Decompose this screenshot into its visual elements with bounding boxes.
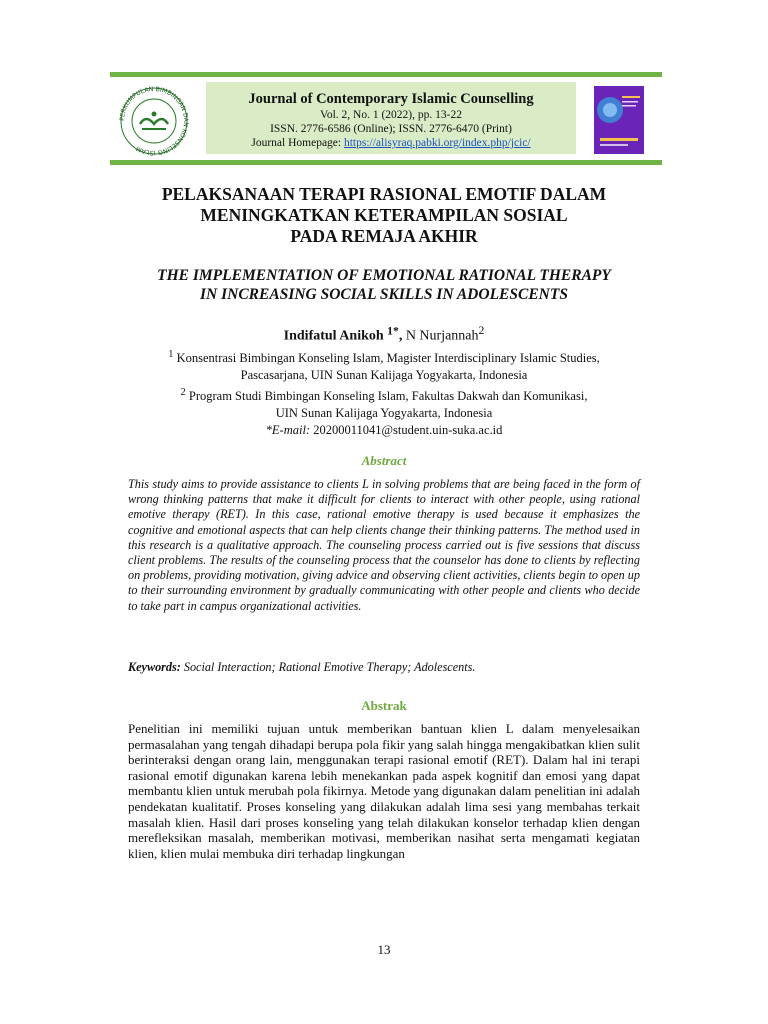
abstract-english-body: This study aims to provide assistance to clients L in solving problems that are being faced in the form of wrong thinking patterns that make it difficult for clients to interact with other people, using rational emotive therapy (RET). In this case, rational emotive therapy is used because it emphasizes the cognitive and emotional aspects that can help clients change their thinking patterns. The method used in this research is a qualitative approach. The counseling process carried out is five sessions that discuss client problems. The results of the counseling process that the counselor has done to clients by reflecting on problems, providing motivation, giving advice and observing client activities, clients begin to open up to their surrounding environment by gradually communicating with other people and clients who decide to take part in campus organizational activities. bbox=[128, 477, 640, 613]
abstract-indonesian-body: Penelitian ini memiliki tujuan untuk memberikan bantuan klien L dalam menyelesaikan permasalahan yang tengah dihadapi berupa pola fikir yang salah hingga mengakibatkan klien sulit berinteraksi dengan orang lain, menggunakan terapi rasional emotif (RET). Dalam hal ini terapi rasional emotif digunakan karena lebih menekankan pada aspek kognitif dan emosi yang dapat membantu klien untuk merubah pola fikirnya. Metode yang digunakan dalam penelitian ini adalah pendekatan kualitatif. Proses konseling yang dilakukan adalah lima sesi yang membahas terkait masalah klien. Hasil dari proses konseling yang telah dilakukan konselor terhadap klien dengan merefleksikan masalah, memberikan motivasi, memberikan nasihat serta mengamati kegiatan klien, klien mulai membuka diri terhadap lingkungan bbox=[128, 721, 640, 861]
author-name: N Nurjannah bbox=[405, 328, 479, 344]
author-superscript: 1* bbox=[387, 324, 399, 337]
title-id-line: PELAKSANAAN TERAPI RASIONAL EMOTIF DALAM bbox=[161, 184, 607, 204]
affiliation-superscript: 2 bbox=[180, 387, 186, 399]
title-id-line: PADA REMAJA AKHIR bbox=[290, 226, 478, 246]
affiliation-line: Pascasarjana, UIN Sunan Kalijaga Yogyakarta, Indonesia bbox=[240, 368, 528, 383]
article-title-indonesian bbox=[100, 184, 668, 247]
author-separator: , bbox=[398, 328, 406, 344]
header-top-rule bbox=[110, 72, 662, 77]
journal-title: Journal of Contemporary Islamic Counselling bbox=[248, 91, 534, 107]
title-en-line: THE IMPLEMENTATION OF EMOTIONAL RATIONAL THERAPY bbox=[157, 267, 611, 284]
page-number: 13 bbox=[377, 942, 391, 957]
abstrak-heading: Abstrak bbox=[361, 698, 407, 713]
affiliation-superscript: 1 bbox=[168, 349, 174, 360]
keywords-text: Social Interaction; Rational Emotive Therapy; Adolescents. bbox=[180, 660, 476, 674]
affiliation-line: $^1$ Konsentrasi Bimbingan Konseling Islam, Magister Interdisciplinary Islamic Studies, bbox=[168, 349, 600, 366]
header-bottom-rule bbox=[110, 160, 662, 165]
association-logo bbox=[116, 86, 192, 156]
author-list bbox=[100, 322, 668, 346]
volume-info: Vol. 2, No. 1 (2022), pp. 13-22 bbox=[320, 109, 462, 121]
email-line bbox=[100, 422, 668, 439]
article-title-english bbox=[100, 266, 668, 304]
keywords-label: Keywords: bbox=[128, 660, 181, 674]
title-en-line: IN INCREASING SOCIAL SKILLS IN ADOLESCENTS bbox=[200, 286, 568, 303]
issn-info: ISSN. 2776-6586 (Online); ISSN. 2776-6470 (Print) bbox=[270, 123, 512, 135]
journal-header bbox=[206, 82, 576, 154]
author-superscript: 2 bbox=[478, 324, 485, 337]
affiliation-line: UIN Sunan Kalijaga Yogyakarta, Indonesia bbox=[275, 406, 493, 421]
author-name: Indifatul Anikoh bbox=[283, 328, 384, 344]
affiliations bbox=[100, 346, 668, 439]
journal-cover-thumbnail bbox=[594, 86, 644, 154]
abstract-heading: Abstract bbox=[361, 453, 407, 468]
keywords-line bbox=[128, 660, 640, 675]
email-label: *E-mail: bbox=[265, 423, 314, 438]
homepage-label: Journal Homepage: bbox=[251, 137, 344, 149]
title-id-line: MENINGKATKAN KETERAMPILAN SOSIAL bbox=[200, 205, 568, 225]
homepage-link[interactable]: https://alisyraq.pabki.org/index.php/jcic/ bbox=[343, 137, 531, 149]
email-address: 20200011041@student.uin-suka.ac.id bbox=[313, 423, 503, 438]
homepage-line bbox=[206, 136, 576, 150]
svg-text:PERKUMPULAN BIMBINGAN DAN KONS: PERKUMPULAN BIMBINGAN DAN KONSELING ISLAM bbox=[118, 86, 190, 156]
affiliation-line: $^2$ Program Studi Bimbingan Konseling Islam, Fakultas Dakwah dan Komunikasi, bbox=[180, 387, 588, 404]
